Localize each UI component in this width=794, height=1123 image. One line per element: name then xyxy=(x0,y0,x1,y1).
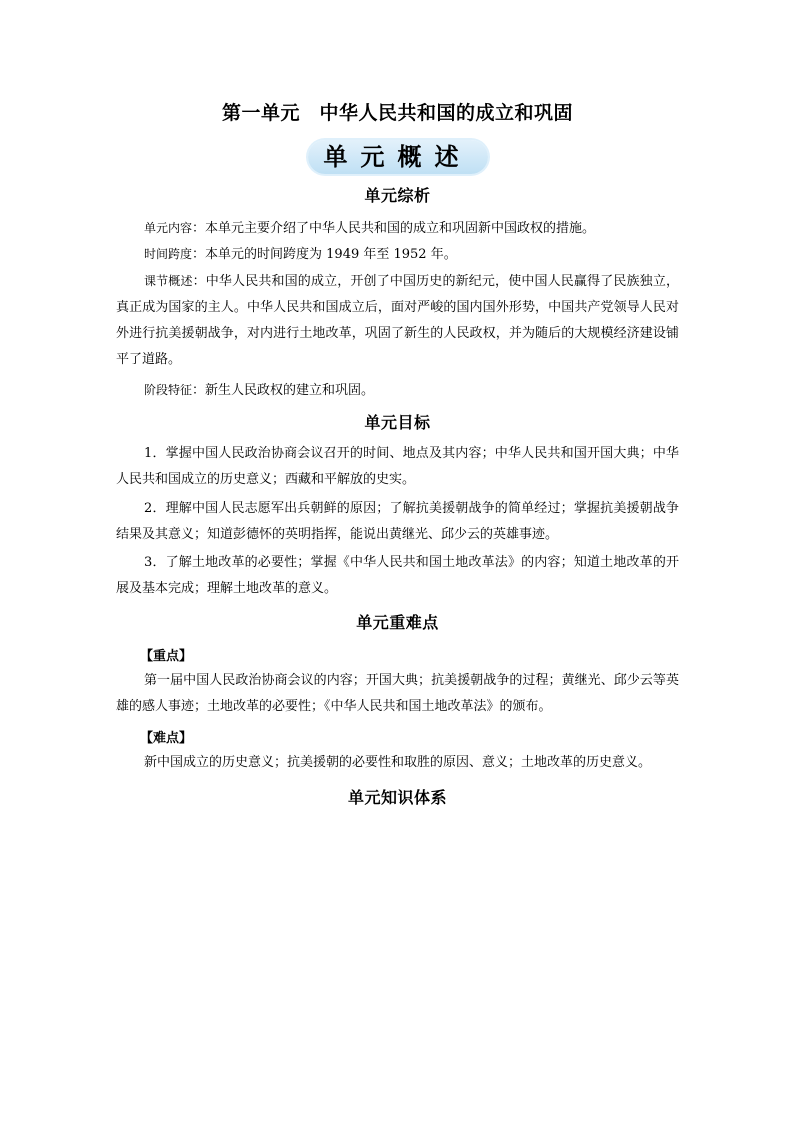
overview-label: 课节概述 xyxy=(144,274,193,288)
page-title: 第一单元 中华人民共和国的成立和巩固 xyxy=(221,102,573,124)
goal-item: 3．了解土地改革的必要性；掌握《中华人民共和国土地改革法》的内容；知道土地改革的开展及基本完成；理解土地改革的意义。 xyxy=(116,555,679,596)
paragraph-stage-feature xyxy=(116,377,679,404)
section-heading-goals: 单元目标 xyxy=(364,413,431,432)
stage-feature-label: 阶段特征 xyxy=(144,383,193,397)
paragraph-focus: 第一届中国人民政治协商会议的内容；开国大典；抗美援朝战争的过程；黄继光、邱少云等英雄的感人事迹；土地改革的必要性；《中华人民共和国土地改革法》的颁布。 xyxy=(116,673,679,714)
goal-item: 2．理解中国人民志愿军出兵朝鲜的原因；了解抗美援朝战争的简单经过；掌握抗美援朝战争结果及其意义；知道彭德怀的英明指挥，能说出黄继光、邱少云的英雄事迹。 xyxy=(116,501,679,542)
content-label: 单元内容 xyxy=(144,221,193,235)
goal-item: 1．掌握中国人民政治协商会议召开的时间、地点及其内容；中华人民共和国开国大典；中华人民共和国成立的历史意义；西藏和平解放的史实。 xyxy=(116,446,679,487)
focus-tag: 【重点】 xyxy=(140,649,193,664)
paragraph-content xyxy=(116,215,679,242)
section-heading-key-points: 单元重难点 xyxy=(356,613,439,632)
stage-feature-text: ：新生人民政权的建立和巩固。 xyxy=(192,383,375,398)
paragraph-difficulty: 新中国成立的历史意义；抗美援朝的必要性和取胜的原因、意义；土地改革的历史意义。 xyxy=(144,755,652,770)
time-span-label: 时间跨度 xyxy=(144,247,193,261)
content-text: ：本单元主要介绍了中华人民共和国的成立和巩固新中国政权的措施。 xyxy=(192,221,596,236)
paragraph-overview xyxy=(116,268,679,373)
banner-wrap xyxy=(116,140,679,174)
section-heading-analysis: 单元综析 xyxy=(364,186,431,205)
time-span-text: ：本单元的时间跨度为 1949 年至 1952 年。 xyxy=(192,247,457,262)
unit-overview-banner: 单元概述 xyxy=(308,140,488,174)
paragraph-time-span xyxy=(116,241,679,268)
overview-text: ：中华人民共和国的成立，开创了中国历史的新纪元，使中国人民赢得了民族独立，真正成为国家的主人。中华人民共和国成立后，面对严峻的国内国外形势，中国共产党领导人民对外进行抗美援朝战争，对内进行土地改革，巩固了新生的人民政权，并为随后的大规模经济建设铺平了道路。 xyxy=(116,274,679,367)
section-heading-knowledge-system: 单元知识体系 xyxy=(347,788,447,807)
difficulty-tag: 【难点】 xyxy=(140,731,193,746)
